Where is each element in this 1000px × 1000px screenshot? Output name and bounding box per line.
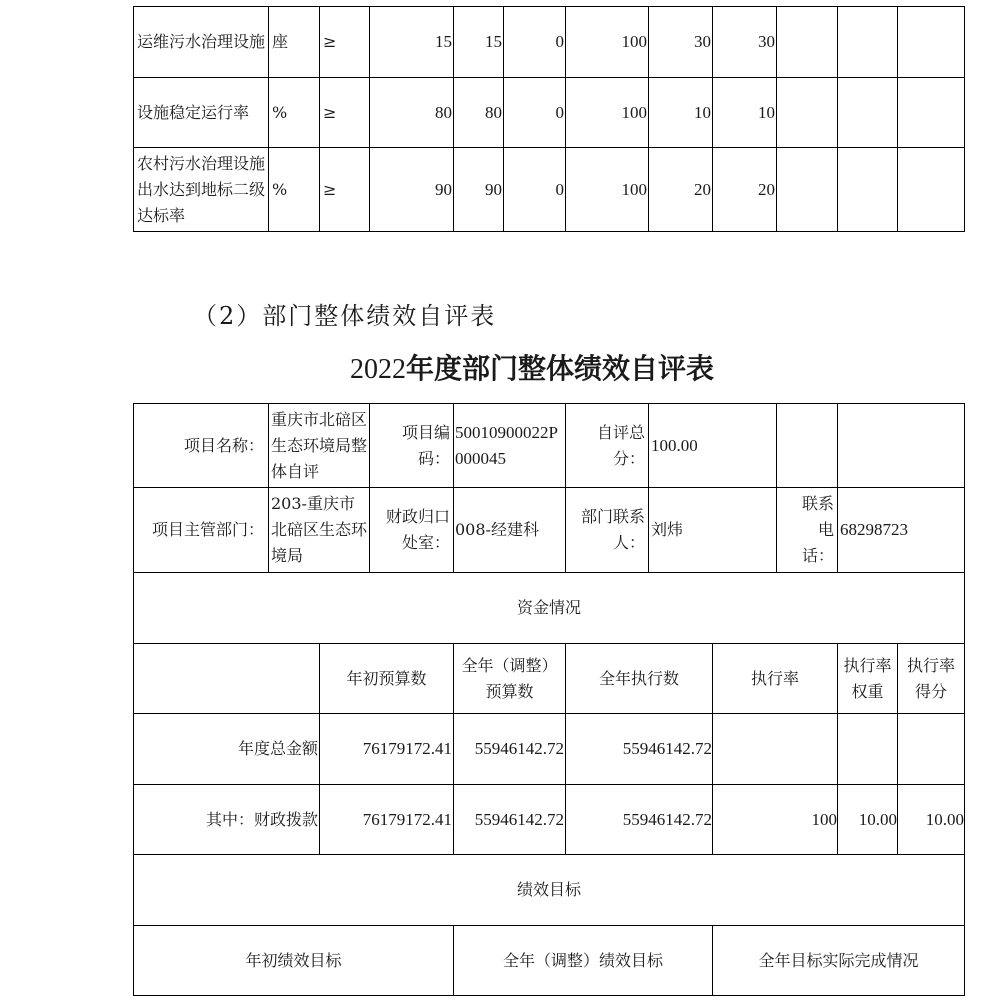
indicator-name: 运维污水治理设施 — [137, 32, 266, 51]
finance-office-value: 008-经建科 — [455, 520, 539, 539]
funds-weight: 10.00 — [858, 809, 897, 829]
funds-executed: 55946142.72 — [622, 739, 712, 758]
project-name-label: 项目名称： — [183, 435, 264, 455]
indicator-unit: % — [272, 179, 288, 199]
funds-score — [898, 714, 964, 784]
indicator-target: 80 — [435, 102, 452, 122]
header-exec-weight: 执行率权重 — [843, 655, 892, 701]
indicator-score: 30 — [758, 32, 775, 51]
indicator-name: 农村污水治理设施出水达到地标二级达标率 — [137, 153, 266, 225]
header-initial-budget: 年初预算数 — [346, 668, 427, 688]
indicator-unit: % — [272, 102, 288, 122]
funds-initial: 76179172.41 — [362, 739, 452, 758]
indicator-actual: 15 — [485, 32, 502, 51]
indicator-rate: 100 — [621, 32, 647, 51]
phone-label: 联系电话： — [801, 494, 834, 565]
dept-value: 203-重庆市北碚区生态环境局 — [271, 494, 368, 565]
indicator-deviation: 0 — [555, 32, 564, 51]
indicator-actual: 90 — [485, 179, 502, 199]
funds-rate — [713, 714, 837, 784]
indicator-operator: ≥ — [323, 179, 337, 199]
funds-adjusted: 55946142.72 — [474, 809, 564, 829]
indicator-actual: 80 — [485, 102, 502, 122]
indicator-weight: 30 — [694, 32, 711, 51]
project-code-value: 50010900022P000045 — [455, 422, 558, 468]
initial-goal-header: 年初绩效目标 — [245, 950, 342, 970]
funds-initial: 76179172.41 — [362, 809, 452, 829]
indicator-weight: 20 — [694, 179, 711, 199]
indicator-score: 20 — [758, 179, 775, 199]
header-exec-rate: 执行率 — [750, 668, 799, 688]
funds-executed: 55946142.72 — [622, 809, 712, 829]
indicator-target: 15 — [435, 32, 452, 51]
funds-section-label: 资金情况 — [516, 598, 581, 617]
finance-office-label: 财政归口处室： — [385, 507, 450, 552]
self-score-label: 自评总分： — [596, 422, 645, 468]
project-code-label: 项目编码： — [401, 422, 450, 468]
self-score-value: 100.00 — [651, 435, 698, 455]
contact-label: 部门联系人： — [580, 507, 645, 552]
section-heading: （2）部门整体绩效自评表 — [193, 302, 497, 330]
funds-weight — [838, 714, 897, 784]
indicator-operator: ≥ — [323, 102, 337, 122]
header-executed: 全年执行数 — [598, 668, 679, 688]
indicator-deviation: 0 — [555, 102, 564, 122]
funds-score: 10.00 — [925, 809, 964, 829]
indicator-target: 90 — [435, 179, 452, 199]
indicator-rate: 100 — [621, 179, 647, 199]
funds-row-label: 其中：财政拨款 — [205, 809, 318, 829]
completion-header: 全年目标实际完成情况 — [758, 950, 919, 970]
indicator-rate: 100 — [621, 102, 647, 122]
goals-section-label: 绩效目标 — [516, 880, 581, 899]
funds-row-label: 年度总金额 — [237, 739, 318, 758]
dept-label: 项目主管部门： — [151, 520, 264, 539]
title-year: 2022 — [350, 354, 406, 385]
indicator-deviation: 0 — [555, 179, 564, 199]
indicator-operator: ≥ — [323, 32, 337, 51]
funds-rate: 100 — [811, 809, 837, 829]
project-name-value: 重庆市北碚区生态环境局整体自评 — [271, 409, 368, 481]
header-adjusted-budget: 全年（调整）预算数 — [461, 655, 558, 701]
page-title — [350, 347, 714, 387]
indicator-score: 10 — [758, 102, 775, 122]
indicator-name: 设施稳定运行率 — [137, 102, 250, 122]
title-text: 年度部门整体绩效自评表 — [406, 352, 715, 385]
adjusted-goal-header: 全年（调整）绩效目标 — [502, 950, 663, 970]
indicator-weight: 10 — [694, 102, 711, 122]
phone-value: 68298723 — [840, 520, 908, 539]
funds-adjusted: 55946142.72 — [474, 739, 564, 758]
indicator-unit: 座 — [272, 32, 289, 51]
contact-value: 刘炜 — [651, 520, 684, 539]
header-exec-score: 执行率得分 — [906, 655, 955, 701]
